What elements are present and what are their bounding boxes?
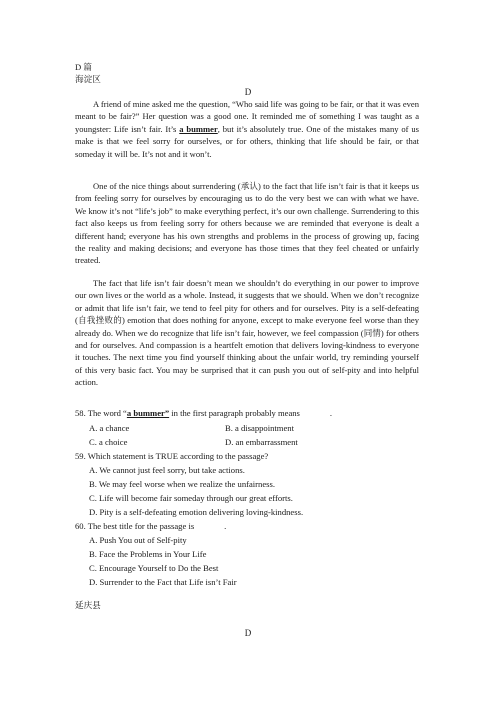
paragraph-1 [75, 98, 419, 160]
q58-option-a[interactable]: A. a chance [89, 423, 130, 433]
q58-option-c[interactable]: C. a choice [89, 437, 128, 447]
q58-option-d[interactable]: D. an embarrassment [225, 437, 298, 447]
q59-option-b[interactable]: B. We may feel worse when we realize the unfairness. [89, 479, 275, 489]
footer-passage-heading: D [244, 628, 252, 638]
q59-option-d[interactable]: D. Pity is a self-defeating emotion delivering loving-kindness. [89, 507, 304, 517]
question-60: 60. The best title for the passage is . [75, 521, 227, 531]
district-label: 海淀区 [75, 74, 101, 84]
q60-option-c[interactable]: C. Encourage Yourself to Do the Best [89, 563, 219, 573]
section-label: D 篇 [75, 62, 92, 72]
paragraph-1-text-b: , but it’s absolutely true. One of the mistakes many of us make is that we feel sorry for ourselves, or for others, thinking that life should be fair, or that someday it will be. It’s not and it won’t. [75, 123, 419, 159]
q58-option-b[interactable]: B. a disappointment [225, 423, 294, 433]
paragraph-3: The fact that life isn’t fair doesn’t mean we shouldn’t do everything in our power to improve our own lives or the world as a whole. Instead, it suggests that we should. When we don’t recognize or admit that life isn’t fair, we tend to feel pity for others and for ourselves. Pity is a self-defeating (自我挫败的) emotion that does nothing for anyone, except to make everyone feel worse than they already do. When we do recognize that life isn’t fair, however, we feel compassion (同情) for others and for ourselves. And compassion is a heartfelt emotion that delivers loving-kindness to everyone it touches. The next time you find yourself thinking about the unfair world, try reminding yourself of this very basic fact. You may be surprised that it can push you out of self-pity and into helpful action. [75, 278, 419, 388]
q59-option-c[interactable]: C. Life will become fair someday through our great efforts. [89, 493, 293, 503]
passage-heading: D [244, 87, 252, 97]
q60-option-d[interactable]: D. Surrender to the Fact that Life isn’t Fair [89, 577, 237, 587]
question-59: 59. Which statement is TRUE according to the passage? [75, 451, 269, 461]
highlighted-word: a bummer [179, 123, 218, 134]
question-58: 58. The word “a bummer” in the first paragraph probably means . [75, 408, 333, 418]
paragraph-1-text-a: A friend of mine asked me the question, “Who said life was going to be fair, or that it was even meant to be fair?” Her question was a good one. It reminded me of something I was taught as a youngster: Life isn’t fair. It’s [75, 99, 419, 134]
footer-district-label: 延庆县 [75, 600, 101, 610]
q59-option-a[interactable]: A. We cannot just feel sorry, but take actions. [89, 465, 245, 475]
q60-option-b[interactable]: B. Face the Problems in Your Life [89, 549, 207, 559]
paragraph-2: One of the nice things about surrendering (承认) to the fact that life isn’t fair is that it keeps us from feeling sorry for ourselves by encouraging us to do the very best we can with what we have. We know it’s not “life’s job” to make everything perfect, it’s our own challenge. Surrendering to this fact also keeps us from feeling sorry for others because we are reminded that everyone is dealt a different hand; everyone has his own strengths and problems in the process of growing up, facing the reality and making decisions; and everyone has those times that they feel cheated or unfairly treated. [75, 181, 419, 266]
question-58-word: a bummer” [126, 408, 170, 418]
q60-option-a[interactable]: A. Push You out of Self-pity [89, 535, 187, 545]
